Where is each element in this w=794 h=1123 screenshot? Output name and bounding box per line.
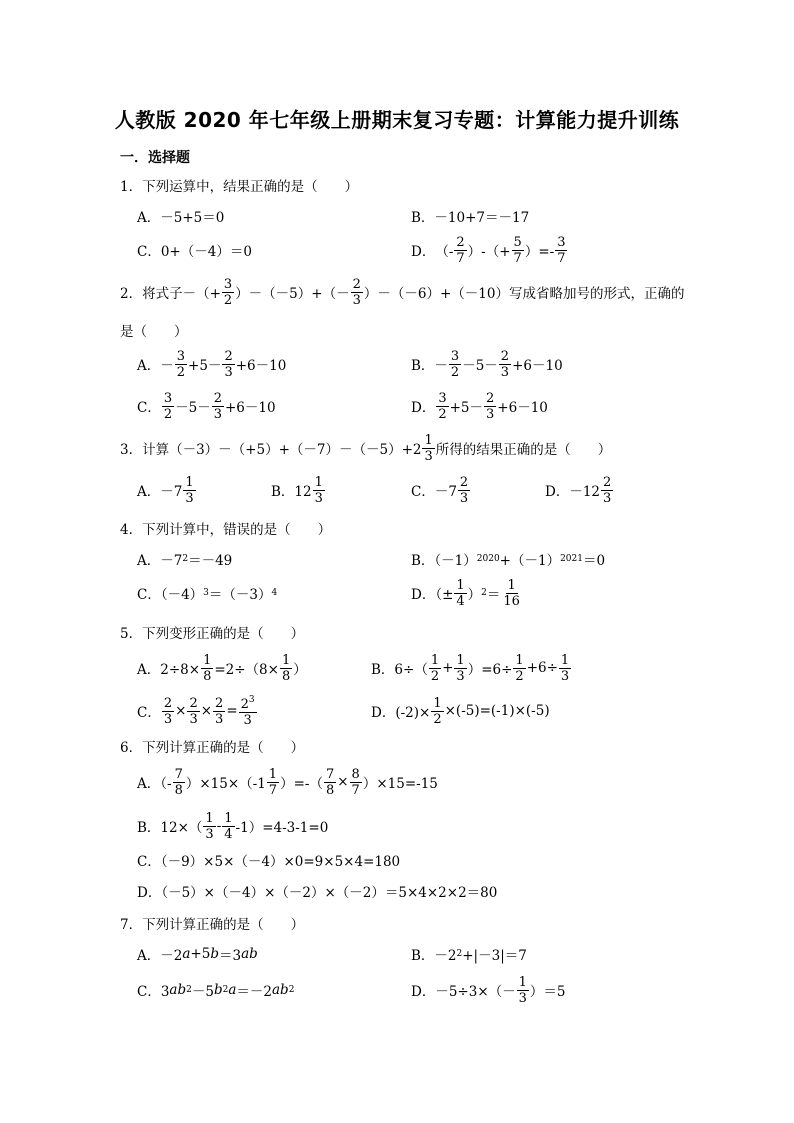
fraction: $\frac{3}{7}$	[557, 234, 566, 266]
q7-option-c[interactable]: C．3 ab 2 －5 b 2 a ＝－2 ab 2	[137, 982, 295, 1000]
fraction: $\frac{5}{7}$	[513, 234, 522, 266]
fraction: $\frac{2}{3}$	[163, 695, 173, 727]
question-1-stem: 1．下列运算中，结果正确的是（ ）	[120, 179, 359, 195]
fraction: $\frac{2}{3}$	[189, 695, 198, 727]
q4-option-d[interactable]: D．（± $\frac{1}{4}$ ） 2 ＝ $\frac{1}{16}$	[411, 577, 520, 609]
fraction: $\frac{7}{8}$	[325, 766, 335, 798]
q3-option-b[interactable]: B．12 $\frac{1}{3}$	[271, 474, 323, 506]
q1-option-c[interactable]: C．0+（－4）＝0	[137, 244, 252, 260]
fraction: $\frac{2}{3}$	[486, 390, 495, 422]
fraction: $\frac{2}{3}$	[603, 474, 612, 506]
fraction: $\frac{2}{3}$	[224, 348, 233, 380]
q3-option-d[interactable]: D．－12 $\frac{2}{3}$	[545, 474, 612, 506]
fraction: $\frac{2}{3}$	[459, 474, 469, 506]
fraction: $\frac{3}{2}$	[163, 390, 173, 422]
fraction: $\frac{1}{7}$	[268, 766, 278, 798]
fraction: $\frac{3}{2}$	[438, 390, 447, 422]
question-3-stem: 3．计算（－3）－（+5）+（－7）－（－5）+2 $\frac{1}{3}$ 所得的结果正确的是（ ）	[120, 432, 612, 464]
fraction: $\frac{1}{16}$	[503, 577, 520, 609]
fraction: $\frac{2}{7}$	[456, 234, 465, 266]
q1-option-d[interactable]: D． （- $\frac{2}{7}$ ）-（+ $\frac{5}{7}$ ）=- $\frac{3}{7}$	[411, 234, 566, 266]
question-2-stem: 2．将式子－（+ $\frac{3}{2}$ ）－（－5）+（－ $\frac{2}{3}$ ）－（－6）+（－10）写成省略加号的形式，正确的	[120, 276, 685, 308]
fraction: $\frac{1}{2}$	[430, 652, 440, 684]
q2-option-b[interactable]: B．－ $\frac{3}{2}$ －5－ $\frac{2}{3}$ +6－10	[411, 348, 563, 380]
fraction: $\frac{1}{3}$	[424, 432, 433, 464]
fraction: $\frac{1}{8}$	[203, 652, 212, 684]
fraction: $\frac{8}{7}$	[351, 766, 360, 798]
fraction: $\frac{2^3}{3}$	[240, 694, 255, 728]
fraction: $\frac{3}{2}$	[223, 276, 233, 308]
q5-option-d[interactable]: D．(-2)× $\frac{1}{2}$ ×(-5)=(-1)×(-5)	[371, 695, 550, 727]
q5-option-b[interactable]: B．6÷（ $\frac{1}{2}$ + $\frac{1}{3}$ ）=6÷ $\frac{1}{2}$ +6÷ $\frac{1}{3}$	[371, 652, 570, 684]
fraction: $\frac{1}{3}$	[205, 810, 214, 842]
fraction: $\frac{1}{2}$	[515, 652, 524, 684]
q2-option-a[interactable]: A．－ $\frac{3}{2}$ +5－ $\frac{2}{3}$ +6－10	[137, 348, 287, 380]
fraction: $\frac{2}{3}$	[500, 348, 510, 380]
question-6-stem: 6．下列计算正确的是（ ）	[120, 740, 305, 756]
q3-option-a[interactable]: A．－7 $\frac{1}{3}$	[137, 474, 194, 506]
q3-option-c[interactable]: C．－7 $\frac{2}{3}$	[411, 474, 469, 506]
fraction: $\frac{1}{3}$	[518, 974, 527, 1006]
q7-option-b[interactable]: B．－2 2 +|－3|＝7	[411, 948, 527, 964]
q6-option-a[interactable]: A．（- $\frac{7}{8}$ ）×15×（-1 $\frac{1}{7}$ ）=-（ $\frac{7}{8}$ × $\frac{8}{7}$ ）×15=-15	[137, 766, 438, 798]
fraction: $\frac{1}{4}$	[224, 810, 233, 842]
q2-option-c[interactable]: C． $\frac{3}{2}$ －5－ $\frac{2}{3}$ +6－10	[137, 390, 276, 422]
fraction: $\frac{7}{8}$	[174, 766, 183, 798]
fraction: $\frac{3}{2}$	[176, 348, 186, 380]
fraction: $\frac{3}{2}$	[450, 348, 460, 380]
section-heading: 一．选择题	[120, 150, 190, 166]
fraction: $\frac{1}{2}$	[433, 695, 442, 727]
q1-option-b[interactable]: B．－10+7＝－17	[411, 210, 530, 226]
fraction: $\frac{2}{3}$	[352, 276, 361, 308]
q4-option-c[interactable]: C．（－4） 3 ＝（－3） 4	[137, 587, 278, 603]
fraction: $\frac{1}{4}$	[456, 577, 465, 609]
q4-option-b[interactable]: B．（－1） 2020 +（－1） 2021 ＝0	[411, 553, 606, 569]
question-7-stem: 7．下列计算正确的是（ ）	[120, 917, 305, 933]
question-5-stem: 5．下列变形正确的是（ ）	[120, 626, 305, 642]
q2-option-d[interactable]: D． $\frac{3}{2}$ +5－ $\frac{2}{3}$ +6－10	[411, 390, 548, 422]
fraction: $\frac{1}{8}$	[281, 652, 291, 684]
q6-option-c[interactable]: C．（－9）×5×（－4）×0=9×5×4=180	[137, 854, 401, 870]
fraction: $\frac{1}{3}$	[185, 474, 194, 506]
q5-option-c[interactable]: C． $\frac{2}{3}$ × $\frac{2}{3}$ × $\frac{2}{3}$ = $\frac{2^3}{3}$	[137, 694, 255, 728]
q7-option-d[interactable]: D．－5÷3×（－ $\frac{1}{3}$ ）＝5	[411, 974, 566, 1006]
question-4-stem: 4．下列计算中，错误的是（ ）	[120, 522, 332, 538]
question-2-stem-continued: 是（ ）	[120, 324, 188, 340]
q5-option-a[interactable]: A．2÷8× $\frac{1}{8}$ =2÷（8× $\frac{1}{8}$ ）	[137, 652, 307, 684]
q6-option-b[interactable]: B．12×（ $\frac{1}{3}$ - $\frac{1}{4}$ -1）=4-3-1=0	[137, 810, 329, 842]
fraction: $\frac{1}{3}$	[314, 474, 323, 506]
fraction: $\frac{2}{3}$	[215, 695, 224, 727]
q6-option-d[interactable]: D．（－5）×（－4）×（－2）×（－2）＝5×4×2×2＝80	[137, 885, 498, 901]
page-title: 人教版 2020 年七年级上册期末复习专题：计算能力提升训练	[114, 108, 680, 132]
fraction: $\frac{1}{3}$	[560, 652, 570, 684]
q4-option-a[interactable]: A．－7 2 ＝－49	[137, 553, 233, 569]
q1-option-a[interactable]: A．－5+5＝0	[137, 210, 225, 226]
fraction: $\frac{1}{3}$	[456, 652, 465, 684]
fraction: $\frac{2}{3}$	[213, 390, 222, 422]
q7-option-a[interactable]: A．－2 a +5 b ＝3 ab	[137, 946, 258, 964]
